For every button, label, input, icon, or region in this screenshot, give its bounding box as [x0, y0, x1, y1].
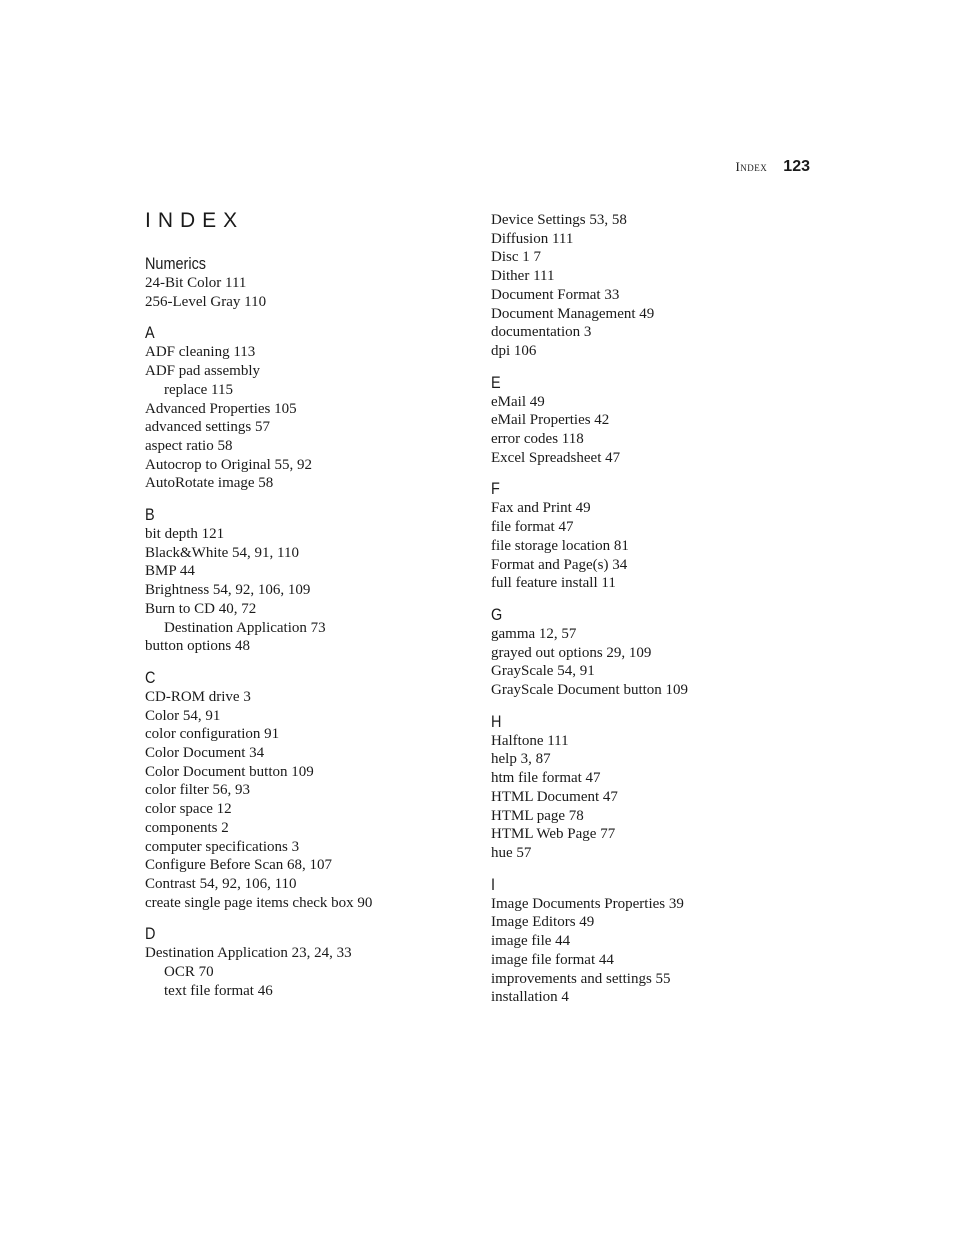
index-entry: CD-ROM drive 3	[145, 688, 251, 705]
index-entry: button options 48	[145, 638, 251, 655]
index-entry: Color Document 34	[145, 745, 265, 762]
index-subentry: replace 115	[164, 381, 233, 398]
index-section	[145, 923, 475, 1000]
index-entry: GrayScale 54, 91	[491, 663, 595, 680]
index-entry: eMail Properties 42	[491, 412, 610, 429]
index-entry: color space 12	[145, 801, 232, 818]
index-entry: Color 54, 91	[145, 707, 221, 724]
index-entry: HTML Web Page 77	[491, 826, 616, 843]
index-entry: Black&White 54, 91, 110	[145, 544, 299, 561]
index-sections-left	[145, 253, 475, 1001]
index-entry: color filter 56, 93	[145, 782, 250, 799]
section-letter-heading: I	[491, 874, 496, 894]
index-entry: improvements and settings 55	[491, 970, 671, 987]
index-entry: Disc 1 7	[491, 249, 541, 266]
index-entry: full feature install 11	[491, 575, 616, 592]
index-section	[491, 874, 821, 1007]
index-entry: Image Editors 49	[491, 914, 595, 931]
index-entry: eMail 49	[491, 393, 545, 410]
index-entry: HTML page 78	[491, 807, 584, 824]
index-entry: BMP 44	[145, 563, 195, 580]
section-letter-heading: A	[145, 323, 155, 343]
index-entry: Image Documents Properties 39	[491, 895, 684, 912]
running-title: Index	[735, 159, 768, 174]
index-section	[145, 667, 475, 912]
index-entry: bit depth 121	[145, 526, 225, 543]
index-section	[491, 211, 821, 361]
section-letter-heading: H	[491, 711, 502, 731]
section-letter-heading: G	[491, 604, 503, 624]
index-entry: aspect ratio 58	[145, 437, 233, 454]
index-entry: AutoRotate image 58	[145, 475, 274, 492]
index-sections-right	[491, 211, 821, 1007]
section-letter-heading: E	[491, 372, 501, 392]
index-entry: Diffusion 111	[491, 230, 574, 247]
index-column-left	[145, 207, 475, 1012]
index-entry: dpi 106	[491, 342, 537, 359]
index-entry: components 2	[145, 819, 229, 836]
page-title: INDEX	[145, 209, 245, 232]
index-entry: Document Management 49	[491, 305, 655, 322]
index-entry: ADF pad assembly	[145, 363, 260, 380]
index-section	[491, 711, 821, 863]
section-letter-heading: Numerics	[145, 254, 207, 273]
index-entry: Autocrop to Original 55, 92	[145, 456, 313, 473]
running-head	[700, 158, 810, 176]
index-section	[491, 604, 821, 700]
index-entry: htm file format 47	[491, 770, 601, 787]
index-entry: Contrast 54, 92, 106, 110	[145, 875, 297, 892]
index-subentry: OCR 70	[164, 964, 214, 981]
index-entry: Burn to CD 40, 72	[145, 600, 257, 617]
index-entry: Device Settings 53, 58	[491, 212, 627, 228]
section-letter-heading: D	[145, 924, 156, 944]
index-entry: Excel Spreadsheet 47	[491, 449, 621, 466]
index-entry: Halftone 111	[491, 732, 569, 749]
section-letter-heading: C	[145, 667, 156, 687]
index-column-right	[491, 211, 821, 1018]
index-section	[145, 504, 475, 656]
index-section	[145, 253, 475, 311]
index-entry: advanced settings 57	[145, 419, 270, 436]
index-entry: image file 44	[491, 933, 571, 950]
index-section	[491, 478, 821, 593]
index-entry: installation 4	[491, 989, 569, 1006]
index-section	[491, 372, 821, 468]
index-entry: GrayScale Document button 109	[491, 682, 689, 699]
index-entry: Fax and Print 49	[491, 500, 591, 517]
index-entry: color configuration 91	[145, 726, 280, 743]
index-entry: Configure Before Scan 68, 107	[145, 857, 333, 874]
index-entry: 256-Level Gray 110	[145, 293, 267, 310]
index-entry: 24-Bit Color 111	[145, 275, 247, 291]
index-entry: Dither 111	[491, 268, 555, 285]
index-entry: Document Format 33	[491, 286, 620, 303]
index-entry: grayed out options 29, 109	[491, 644, 652, 661]
index-section	[145, 322, 475, 493]
index-entry: hue 57	[491, 844, 532, 861]
index-entry: HTML Document 47	[491, 788, 618, 805]
page-number: 123	[783, 158, 810, 175]
index-entry: Format and Page(s) 34	[491, 556, 628, 573]
section-letter-heading: F	[491, 479, 500, 499]
index-entry: Color Document button 109	[145, 763, 314, 780]
section-letter-heading: B	[145, 505, 155, 525]
index-entry: Destination Application 23, 24, 33	[145, 945, 352, 962]
index-subentry: text file format 46	[164, 982, 273, 999]
index-entry: ADF cleaning 113	[145, 344, 256, 361]
index-entry: create single page items check box 90	[145, 894, 373, 911]
index-entry: file storage location 81	[491, 537, 629, 554]
index-entry: image file format 44	[491, 951, 614, 968]
index-entry: Brightness 54, 92, 106, 109	[145, 582, 311, 599]
index-entry: computer specifications 3	[145, 838, 300, 855]
index-entry: gamma 12, 57	[491, 625, 577, 642]
index-entry: documentation 3	[491, 324, 592, 341]
index-entry: file format 47	[491, 519, 574, 536]
index-subentry: Destination Application 73	[164, 619, 326, 636]
index-entry: error codes 118	[491, 431, 584, 448]
index-entry: help 3, 87	[491, 751, 551, 768]
index-entry: Advanced Properties 105	[145, 400, 297, 417]
